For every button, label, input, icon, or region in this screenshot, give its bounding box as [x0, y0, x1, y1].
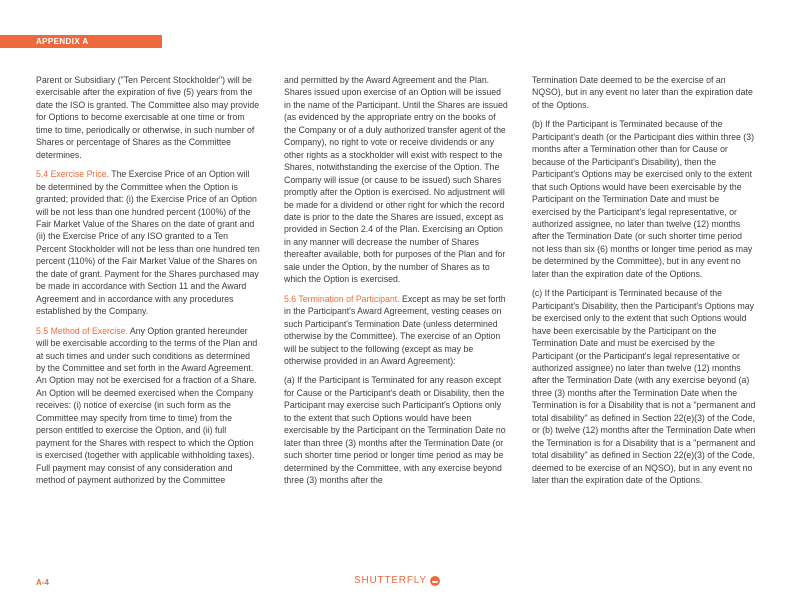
text-column-2 [284, 74, 508, 494]
section-heading: 5.5 Method of Exercise. [36, 325, 128, 336]
text-column-3 [532, 74, 756, 494]
appendix-banner [0, 35, 162, 48]
section-body: The Exercise Price of an Option will be determined by the Committee when the Option is granted; provided that: (i) the Exercise Price of an Option will be not less than one hundred percent (100%) of the Fair Market Value of the Shares on the date of grant and (ii) the Exercise Price of any ISO granted to a Ten Percent Stockholder will not be less than one hundred ten percent (110%) of the Fair Market Value of the Shares on the date of grant. Payment for the Shares purchased may be made in accordance with Section 11 and the Award Agreement and in accordance with any procedures established by the Company. [36, 169, 260, 317]
paragraph: Termination Date deemed to be the exercise of an NQSO), but in any event no later than the expiration date of the Options. [532, 75, 753, 110]
page-number: A-4 [36, 578, 49, 587]
paragraph-b: (b) If the Participant is Terminated because of the Participant's death (or the Participant dies within three (3) months after a Termination other than for Cause or because of the Participant's Disability), then the Participant's Options may be exercised only to the extent that such Options would have been exercisable by the Participant on the Termination Date and must be exercised by the Participant's legal representative, or authorized assignee, no later than twelve (12) months after the Termination Date (or such shorter time period not less than six (6) months or longer time period as may be determined by the Committee), but in any event no later than the expiration date of the Options. [532, 119, 754, 279]
section-body: Except as may be set forth in the Participant's Award Agreement, vesting ceases on such Participant's Termination Date (unless determined otherwise by the Committee). The exercise of an Option will be subject to the following (except as may be otherwise provided in an Award Agreement): [284, 293, 506, 366]
smile-logo-icon [430, 576, 440, 586]
text-column-1 [36, 74, 260, 494]
paragraph-a: (a) If the Participant is Terminated for any reason except for Cause or the Participant's death or Disability, then the Participant may exercise such Participant's Options only to the extent that such Options would have been exercisable by the Participant on the Termination Date no later than three (3) months after the Termination Date (or such shorter time period or longer time period as may be determined by the Committee, with any exercise beyond three (3) months after the [284, 375, 506, 486]
section-body: Any Option granted hereunder will be exercisable according to the terms of the Plan and at such times and under such conditions as determined by the Committee and set forth in the Award Agreement. An Option may not be exercised for a fraction of a Share. An Option will be deemed exercised when the Company receives: (i) notice of exercise (in such form as the Committee may specify from time to time) from the person entitled to exercise the Option, and (ii) full payment for the Shares with respect to which the Option is exercised (together with applicable withholding taxes). Full payment may consist of any consideration and method of payment authorized by the Committee [36, 325, 258, 486]
section-5-5 [36, 325, 260, 487]
appendix-label: APPENDIX A [36, 37, 89, 46]
paragraph: and permitted by the Award Agreement and the Plan. Shares issued upon exercise of an Option will be issued in the name of the Participant. Until the Shares are issued (as evidenced by the appropriate entry on the books of the Company or of a duly authorized transfer agent of the Company), no right to vote or receive dividends or any other rights as a stockholder will exist with respect to the Shares, notwithstanding the exercise of the Option. The Company will issue (or cause to be issued) such Shares promptly after the Option is exercised. No adjustment will be made for a dividend or other right for which the record date is prior to the date the Shares are issued, except as provided in Section 2.4 of the Plan. Exercising an Option in any manner will decrease the number of Shares thereafter available, both for purposes of the Plan and for sale under the Option, by the number of Shares as to which the Option is exercised. [284, 75, 508, 285]
section-5-6 [284, 293, 508, 368]
logo-text: SHUTTERFLY [354, 575, 427, 586]
shutterfly-logo [354, 575, 440, 586]
section-heading: 5.6 Termination of Participant. [284, 293, 400, 304]
section-heading: 5.4 Exercise Price. [36, 169, 109, 180]
section-5-4 [36, 168, 260, 317]
paragraph-c: (c) If the Participant is Terminated because of the Participant's Disability, then the Participant's Options may be exercised only to the extent that such Options would have been exercisable by the Participant on the Termination Date and must be exercised by the Participant (or the Participant's legal representative or authorized assignee) no later than twelve (12) months after the Termination Date (with any exercise beyond (a) three (3) months after the Termination Date when the Termination is for a Disability that is not a "permanent and total disability" as defined in Section 22(e)(3) of the Code, or (b) twelve (12) months after the Termination Date when the Termination is for a Disability that is a "permanent and total disability" as defined in Section 22(e)(3) of the Code, deemed to be exercise of an NQSO), but in any event no later than the expiration date of the Options. [532, 288, 756, 486]
paragraph: Parent or Subsidiary ("Ten Percent Stockholder") will be exercisable after the expiration of five (5) years from the date the ISO is granted. The Committee also may provide for Options to become exercisable at one time or from time to time, periodically or otherwise, in such number of Shares or percentage of Shares as the Committee determines. [36, 75, 260, 160]
